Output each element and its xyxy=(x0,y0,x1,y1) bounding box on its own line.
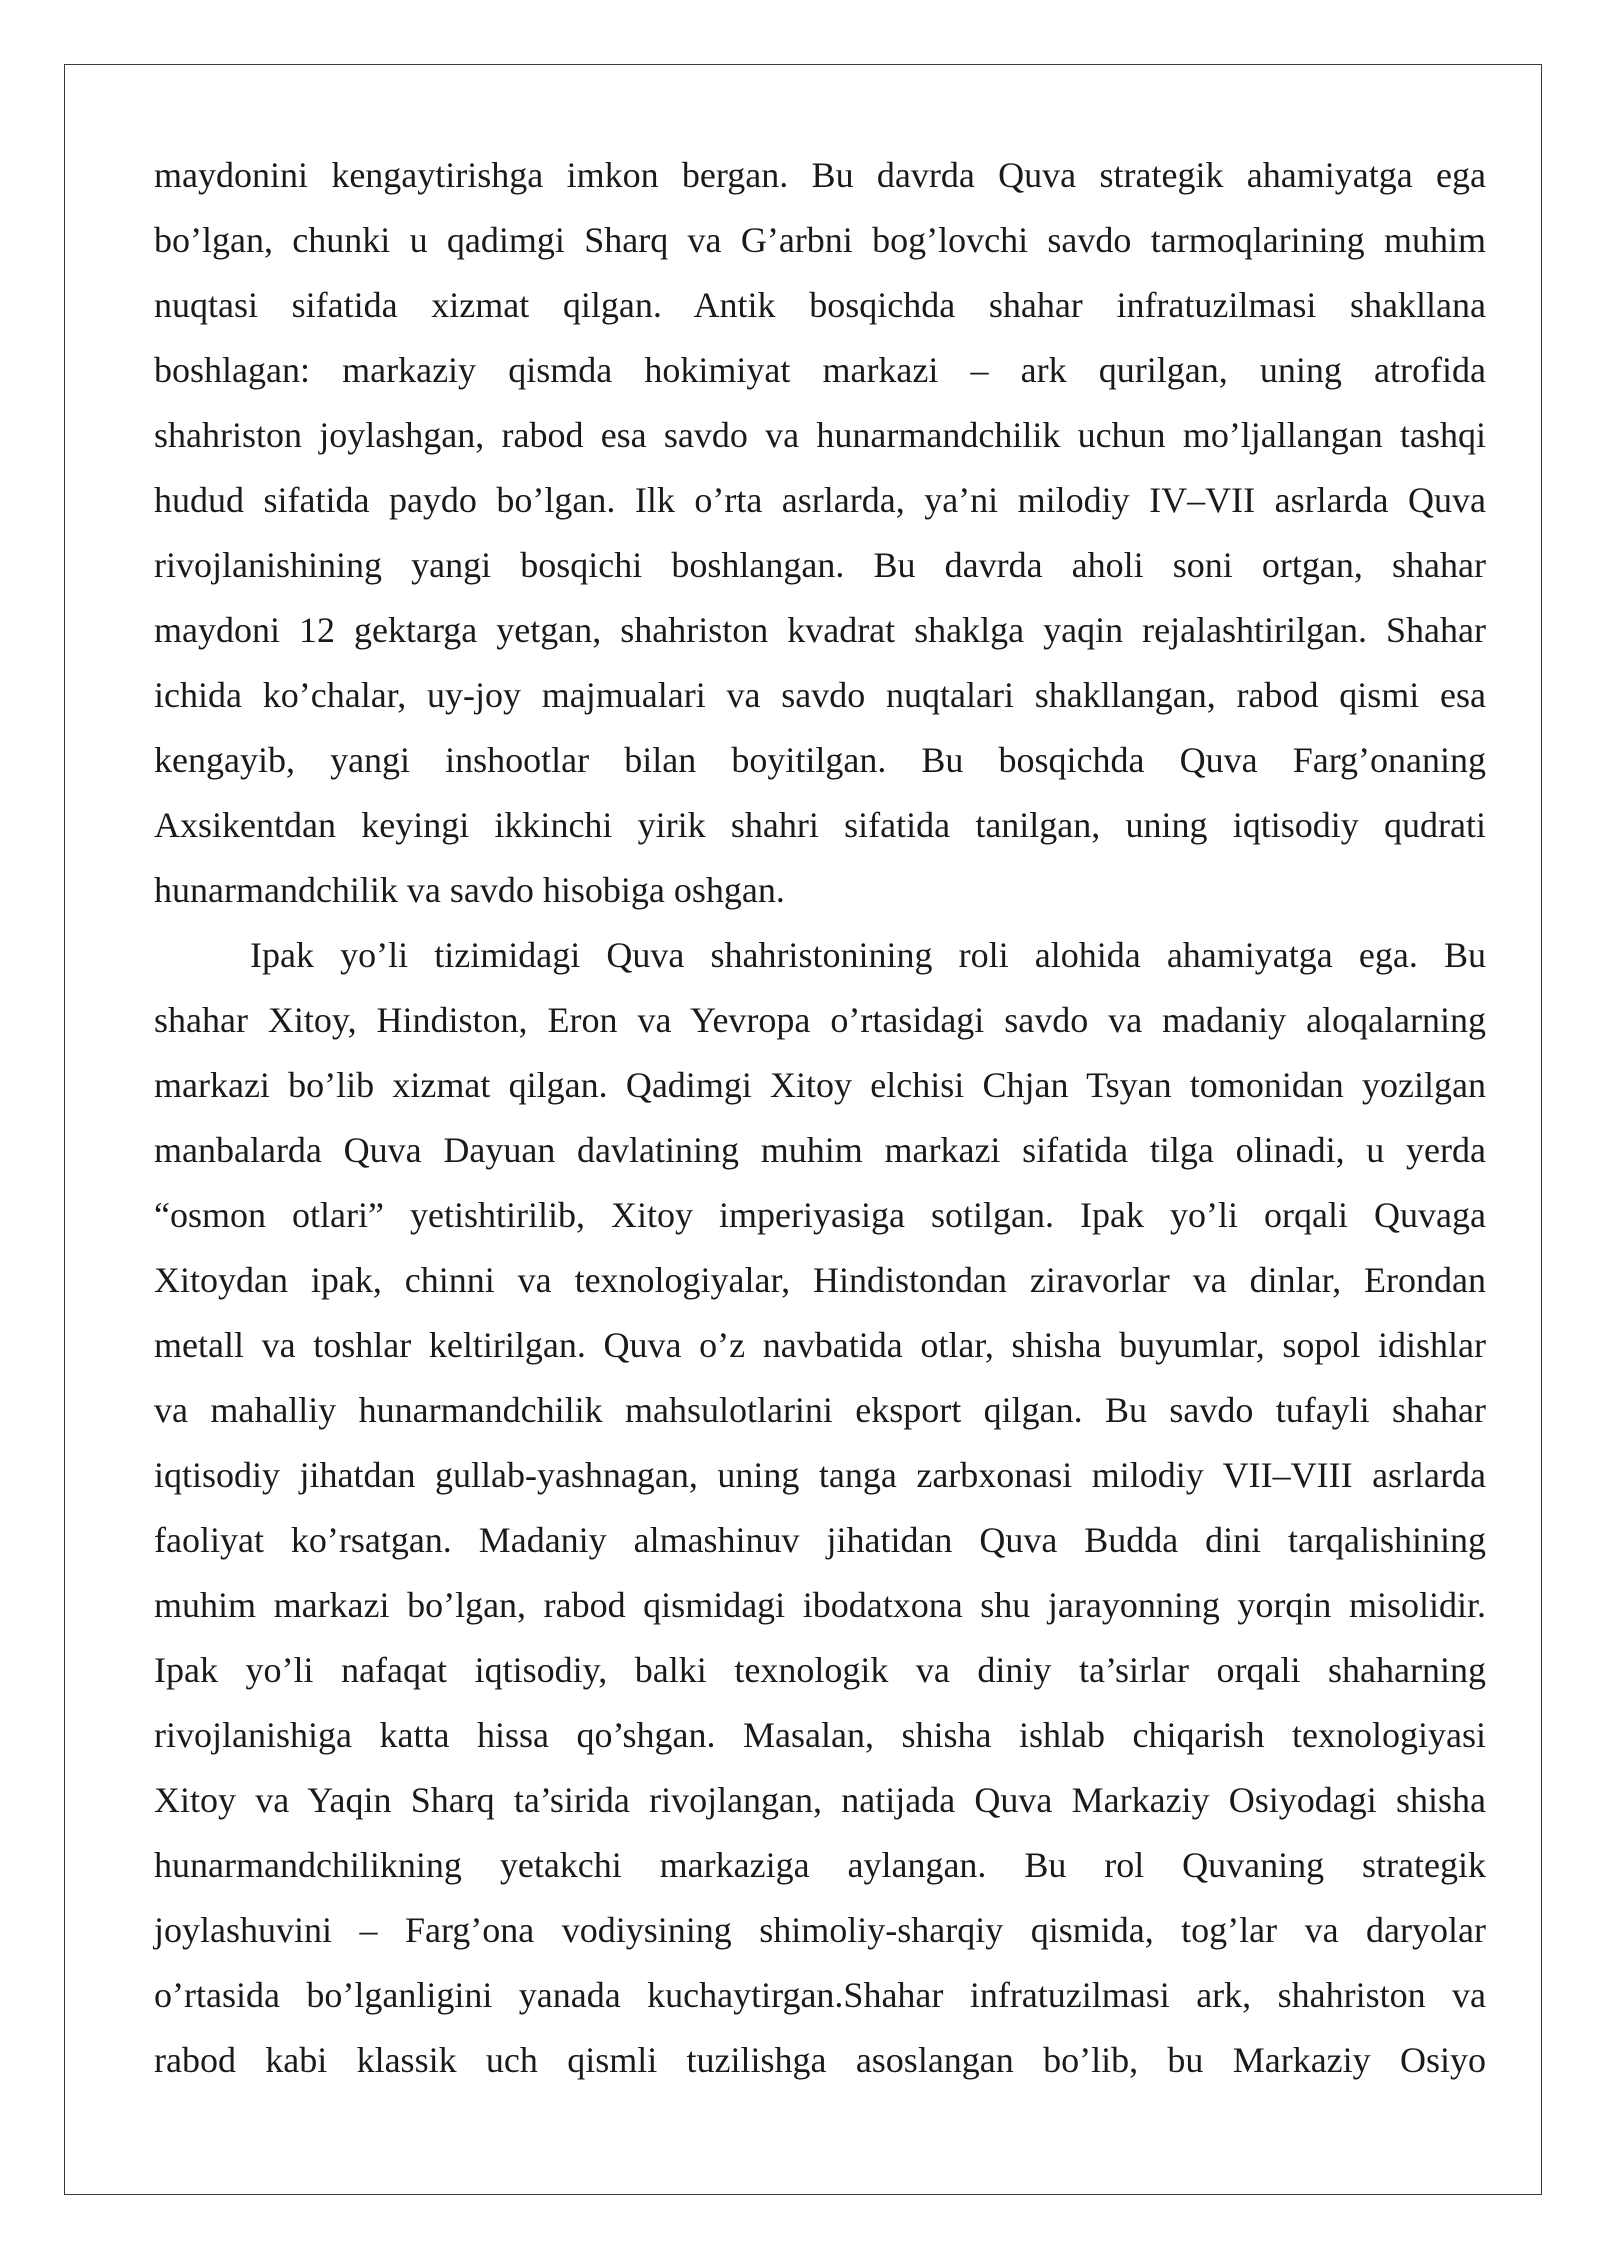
text-line: va mahalliy hunarmandchilik mahsulotlarini eksport qilgan. Bu savdo tufayli shahar xyxy=(154,1390,1486,1430)
text-line: rivojlanishining yangi bosqichi boshlangan. Bu davrda aholi soni ortgan, shahar xyxy=(154,545,1486,585)
text-line: metall va toshlar keltirilgan. Quva o’z navbatida otlar, shisha buyumlar, sopol idishlar xyxy=(154,1325,1486,1365)
text-line: bo’lgan, chunki u qadimgi Sharq va G’arbni bog’lovchi savdo tarmoqlarining muhim xyxy=(154,220,1486,260)
text-line: rivojlanishiga katta hissa qo’shgan. Masalan, shisha ishlab chiqarish texnologiyasi xyxy=(154,1715,1486,1755)
document-body xyxy=(154,143,1486,2093)
text-line: faoliyat ko’rsatgan. Madaniy almashinuv jihatidan Quva Budda dini tarqalishining xyxy=(154,1520,1486,1560)
text-line: manbalarda Quva Dayuan davlatining muhim markazi sifatida tilga olinadi, u yerda xyxy=(154,1130,1486,1170)
text-line: hudud sifatida paydo bo’lgan. Ilk o’rta asrlarda, ya’ni milodiy IV–VII asrlarda Quva xyxy=(154,480,1486,520)
text-line: rabod kabi klassik uch qismli tuzilishga asoslangan bo’lib, bu Markaziy Osiyo xyxy=(154,2040,1486,2080)
text-line: Ipak yo’li nafaqat iqtisodiy, balki texnologik va diniy ta’sirlar orqali shaharning xyxy=(154,1650,1486,1690)
text-line: hunarmandchilikning yetakchi markaziga aylangan. Bu rol Quvaning strategik xyxy=(154,1845,1486,1885)
text-line: markazi bo’lib xizmat qilgan. Qadimgi Xitoy elchisi Chjan Tsyan tomonidan yozilgan xyxy=(154,1065,1486,1105)
text-line: o’rtasida bo’lganligini yanada kuchaytirgan.Shahar infratuzilmasi ark, shahriston va xyxy=(154,1975,1486,2015)
text-line: Xitoydan ipak, chinni va texnologiyalar, Hindistondan ziravorlar va dinlar, Erondan xyxy=(154,1260,1486,1300)
text-line: Ipak yo’li tizimidagi Quva shahristonining roli alohida ahamiyatga ega. Bu xyxy=(250,935,1486,975)
text-line: joylashuvini – Farg’ona vodiysining shimoliy-sharqiy qismida, tog’lar va daryolar xyxy=(154,1910,1486,1950)
text-line: ichida ko’chalar, uy-joy majmualari va savdo nuqtalari shakllangan, rabod qismi esa xyxy=(154,675,1486,715)
text-line: shahriston joylashgan, rabod esa savdo va hunarmandchilik uchun mo’ljallangan tashqi xyxy=(154,415,1486,455)
text-line: boshlagan: markaziy qismda hokimiyat markazi – ark qurilgan, uning atrofida xyxy=(154,350,1486,390)
text-line: “osmon otlari” yetishtirilib, Xitoy imperiyasiga sotilgan. Ipak yo’li orqali Quvaga xyxy=(154,1195,1486,1235)
text-line: hunarmandchilik va savdo hisobiga oshgan. xyxy=(154,870,785,910)
text-line: Xitoy va Yaqin Sharq ta’sirida rivojlangan, natijada Quva Markaziy Osiyodagi shisha xyxy=(154,1780,1486,1820)
text-line: maydoni 12 gektarga yetgan, shahriston kvadrat shaklga yaqin rejalashtirilgan. Shahar xyxy=(154,610,1486,650)
text-line: maydonini kengaytirishga imkon bergan. Bu davrda Quva strategik ahamiyatga ega xyxy=(154,155,1486,195)
text-line: kengayib, yangi inshootlar bilan boyitilgan. Bu bosqichda Quva Farg’onaning xyxy=(154,740,1486,780)
text-line: iqtisodiy jihatdan gullab-yashnagan, uning tanga zarbxonasi milodiy VII–VIII asrlarda xyxy=(154,1455,1486,1495)
text-line: muhim markazi bo’lgan, rabod qismidagi ibodatxona shu jarayonning yorqin misolidir. xyxy=(154,1585,1486,1625)
text-line: Axsikentdan keyingi ikkinchi yirik shahri sifatida tanilgan, uning iqtisodiy qudrati xyxy=(154,805,1486,845)
text-line: nuqtasi sifatida xizmat qilgan. Antik bosqichda shahar infratuzilmasi shakllana xyxy=(154,285,1486,325)
text-line: shahar Xitoy, Hindiston, Eron va Yevropa o’rtasidagi savdo va madaniy aloqalarning xyxy=(154,1000,1486,1040)
